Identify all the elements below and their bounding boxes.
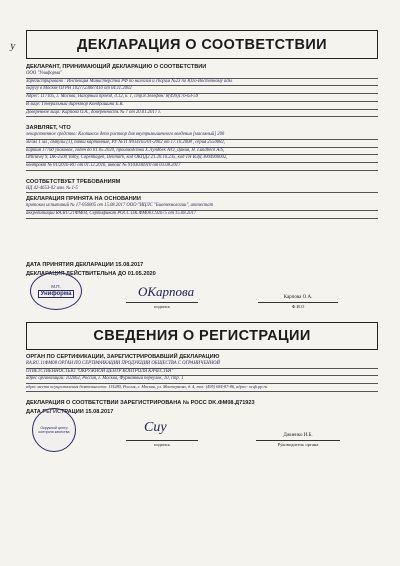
cert-stamp-text: Окружной центр контроля качества	[38, 425, 70, 434]
registrar-signature-caption: подпись	[153, 441, 170, 447]
signature-line	[126, 302, 198, 303]
declarant-line-5: Доверенное лицо: Карпова О.А., доверенность № 7 от 20.01.2017 г.	[26, 110, 378, 118]
requirements-value: НД 42-4653-02 изм. № 1-5	[26, 186, 378, 194]
declarant-org: ООО "Униформа"	[26, 71, 378, 79]
name-line	[258, 302, 338, 303]
reg-line-1: RA.RU.11ФМ08 ОРГАН ПО СЕРТИФИКАЦИИ ПРОДУКЦИИ ОБЩЕСТВА С ОГРАНИЧЕННОЙ	[26, 361, 378, 369]
handwritten-mark: у	[9, 39, 17, 53]
stamp-mp: М.П.	[51, 283, 61, 289]
statement-heading: ЗАЯВЛЯЕТ, ЧТО	[26, 125, 71, 132]
reg-number: ДЕКЛАРАЦИЯ О СООТВЕТСТВИИ ЗАРЕГИСТРИРОВАНА № РОСС DK.ФМ08.Д71923	[26, 399, 255, 406]
registrar-name: Джиенко И.Б.	[283, 432, 313, 438]
declarant-line-4: В лице: Генеральный директор Кондрашина Е.В.	[26, 102, 378, 110]
statement-line-2: мг/мл 1 мл , ампулы (1), пачки картонные, РУ № П N014165/01-2002 от 17.10.2008 , серия 2550082,	[26, 140, 378, 148]
registrar-name-line	[256, 440, 340, 441]
statement-line-3: партия 17760 упаковок, годен до 01.05.2020, производства Х.Лундбек А/О, Дания, Н. Lundbeck A/S,	[26, 148, 378, 156]
basis-line-2: аккредитации RA.RU.21ФМ04, Сертификат РОСС DK.ФМ08.C92675 от 15.08.2017	[26, 211, 378, 219]
name-caption: Ф.И.О	[291, 303, 305, 309]
stamp-brand: Униформа	[38, 290, 75, 298]
statement-line-5: контракт № 01/2016-RU от 01.12.2016, инвойс № 9103036910 от 03.08.2017	[26, 163, 378, 171]
declarant-name: Карпова О.А.	[283, 294, 313, 300]
declaration-page	[26, 14, 378, 560]
declarant-signature: ОКарпова	[138, 283, 195, 299]
basis-line-1: протокол испытаний № 17-056005 от 15.08.2017 ООО "ИЦЛС "Биотехнологии", аттестат	[26, 203, 378, 211]
reg-org-heading: ОРГАН ПО СЕРТИФИКАЦИИ, ЗАРЕГИСТРИРОВАВШИЙ ДЕКЛАРАЦИЮ	[26, 353, 220, 360]
reg-date: ДАТА РЕГИСТРАЦИИ 15.08.2017	[26, 408, 114, 415]
signature-caption: подпись	[153, 303, 170, 309]
registrar-signature-block	[26, 416, 378, 456]
registration-title: СВЕДЕНИЯ О РЕГИСТРАЦИИ	[26, 322, 378, 350]
registrar-role-caption: Руководитель органа	[277, 441, 319, 447]
reg-line-2: ОТВЕТСТВЕННОСТЬЮ "ОКРУЖНОЙ ЦЕНТР КОНТРОЛЯ КАЧЕСТВА"	[26, 369, 378, 377]
registrar-signature: Сиу	[144, 419, 167, 435]
declarant-line-2: округу в Москве ОГРН 1027723087410 от 04.11.2002	[26, 86, 378, 94]
declarant-line-1: Зарегистрировано : Инспекция Министерства РФ по налогам и сборам №23 по Юго-Восточному адм.	[26, 79, 378, 87]
declarant-line-3: Адрес: 117105, г. Москва, Нагорный проезд, д.12, к. 1, стр.8.Телефон: 8(499)176-63-59	[26, 94, 378, 102]
registrar-signature-line	[126, 440, 198, 441]
accepted-date: ДАТА ПРИНЯТИЯ ДЕКЛАРАЦИИ 15.08.2017	[26, 261, 144, 268]
declarant-heading: ДЕКЛАРАНТ, ПРИНИМАЮЩИЙ ДЕКЛАРАЦИЮ О СООТВЕТСТВИИ	[26, 64, 207, 70]
certification-stamp	[32, 408, 76, 452]
statement-line-4: Ottiliavej 9, DK-2500 Valby, Copenhagen, Denmark, код ОКПД2 21.20.10.235, код ТН ВЭД 3004900002,	[26, 155, 378, 163]
statement-line-1: лекарственное средство: Клопиксол депо раствор для внутримышечного введения [масляный] 200	[26, 132, 378, 140]
reg-line-3: адрес организации: 102062, Россия, г. Москва, Фурманный переулок, 10, стр. 1	[26, 376, 378, 384]
basis-heading: ДЕКЛАРАЦИЯ ПРИНЯТА НА ОСНОВАНИИ	[26, 196, 141, 203]
reg-line-4: адрес места осуществления деятельности: 115280, Россия, г. Москва, ул. Мастеркова, д. 4, тел: (495) 684-87-86, адрес: ocqk.pp.ru	[26, 384, 378, 392]
document-title: ДЕКЛАРАЦИЯ О СООТВЕТСТВИИ	[26, 30, 378, 59]
requirements-heading: СООТВЕТСТВУЕТ ТРЕБОВАНИЯМ	[26, 178, 121, 185]
company-stamp	[30, 272, 82, 310]
valid-until: ДЕКЛАРАЦИЯ ДЕЙСТВИТЕЛЬНА ДО 01.05.2020	[26, 270, 156, 277]
declarant-signature-block	[26, 278, 378, 316]
